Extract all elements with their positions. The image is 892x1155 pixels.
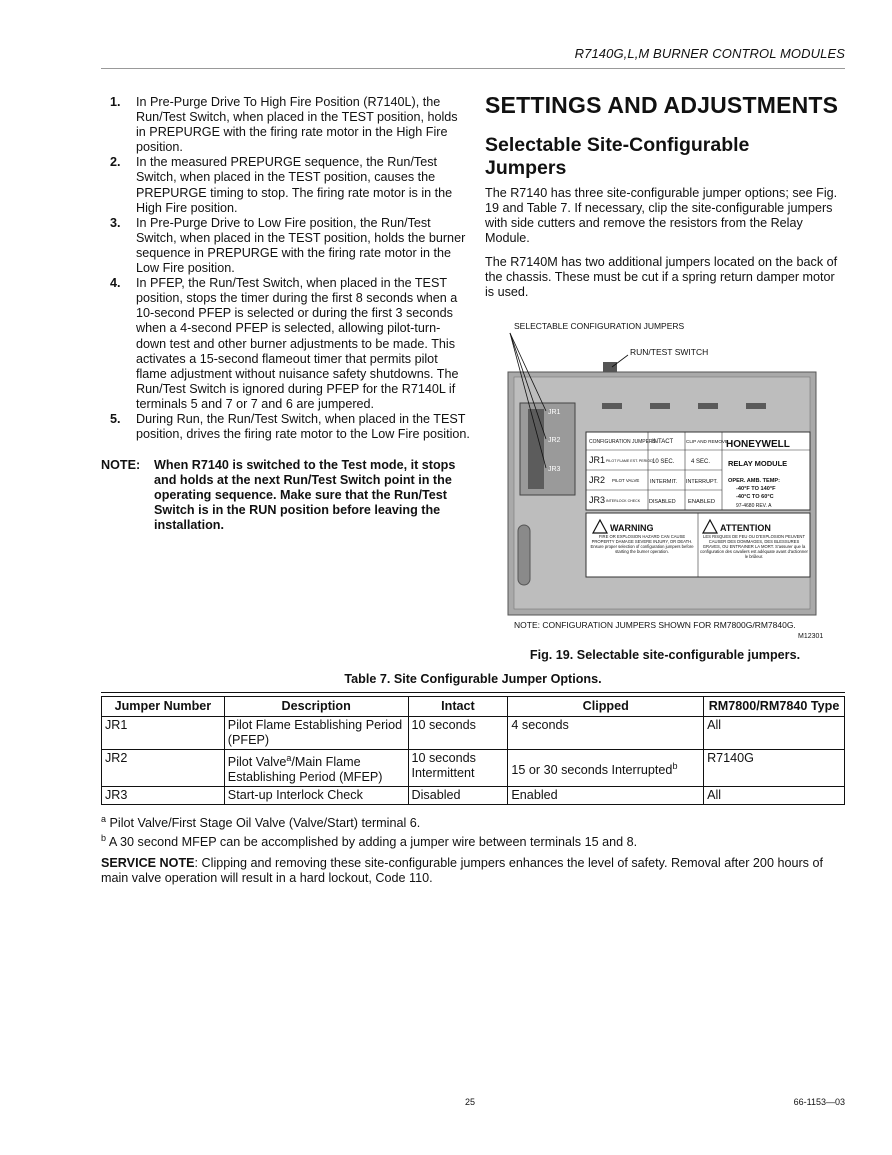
col-clipped: Clipped (508, 697, 704, 717)
label-temp-f: -40°F TO 140°F (736, 486, 776, 492)
label-jr3-clip: ENABLED (688, 499, 716, 505)
note-text: When R7140 is switched to the Test mode, it stops and holds at the next Run/Test Switch point in the operating sequence. Make sure that the Run/Test Switch is in the RUN position before leaving the installation. (154, 458, 456, 532)
table-header-row (102, 697, 845, 717)
label-temp-c: -40°C TO 60°C (736, 494, 774, 500)
col-type: RM7800/RM7840 Type (704, 697, 845, 717)
figure-jr3: JR3 (548, 466, 561, 473)
service-note-label: SERVICE NOTE (101, 856, 195, 870)
note-label: NOTE: (101, 458, 141, 472)
header-rule (101, 68, 845, 69)
figure-code: M12301 (798, 633, 824, 640)
relay-module-figure (500, 315, 850, 650)
footnote-b: $^b$ A 30 second MFEP can be accomplished by adding a jumper wire between terminals 15 and 8. (101, 833, 638, 850)
attention-text: LES RISQUES DE FEU OU D'EXPLOSION PEUVENT CAUSER DES DOMMAGES, DES BLESSURES GRAVES, OU ENTRAINER LA MORT. S'assurer que la configuration des cavaliers est adéquate avant d'actionner le brûleur. (700, 534, 808, 559)
label-jr3-desc: INTERLOCK CHECK (606, 499, 641, 503)
figure-caption: Fig. 19. Selectable site-configurable jumpers. (529, 648, 801, 662)
section-subheading: Selectable Site-Configurable Jumpers (485, 134, 750, 179)
label-temp-title: OPER. AMB. TEMP: (728, 478, 781, 484)
label-header-intact: INTACT (652, 439, 674, 445)
page-number: 25 (465, 1097, 476, 1107)
r7140m-paragraph: The R7140M has two additional jumpers located on the back of the chassis. These must be cut if a spring return damper motor is used. (485, 255, 838, 299)
test-mode-note (101, 458, 471, 533)
label-jr3: JR3 (589, 495, 606, 505)
callout-jumpers: SELECTABLE CONFIGURATION JUMPERS (514, 321, 685, 331)
figure-jr2: JR2 (548, 437, 561, 444)
service-note (101, 856, 846, 886)
label-module: RELAY MODULE (728, 459, 788, 468)
warning-title: WARNING (610, 523, 654, 533)
table-row: JR2 Pilot Valve$^a$/Main Flame Establishing Period (MFEP) 10 seconds Intermittent 15 or 30 seconds Interrupted$^b$ R7140G (102, 750, 845, 787)
intro-paragraph: The R7140 has three site-configurable jumper options; see Fig. 19 and Table 7. If necessary, clip the site-configurable jumpers with side cutters and remove the resistors from the Relay Module. (485, 186, 838, 245)
label-jr2: JR2 (589, 475, 606, 485)
list-item: 4. In PFEP, the Run/Test Switch, when placed in the TEST position, stops the timer during the first 8 seconds when a 10-second PFEP is selected or during the first 3 seconds when a 4-second PFEP is selected, allowing pilot-turn-down test and other burner adjustments to be made. This activates a 15-second flameout timer that permits pilot flame adjustment without nuisance safety shutdowns. The Run/Test Switch is ignored during PFEP for the R7140L if terminals 5 and 7 or 7 and 6 are jumpered. (110, 276, 459, 411)
col-intact: Intact (408, 697, 508, 717)
list-item: 1. In Pre-Purge Drive To High Fire Position (R7140L), the Run/Test Switch, when placed in the TEST position, holds in PREPURGE with the firing rate motor in the High Fire position. (110, 95, 458, 155)
table-row: JR1 Pilot Flame Establishing Period (PFEP) 10 seconds 4 seconds All (102, 717, 845, 750)
label-jr1-intact: 10 SEC. (652, 459, 675, 465)
label-jr1: JR1 (589, 455, 606, 465)
footnote-a: $^a$ Pilot Valve/First Stage Oil Valve (Valve/Start) terminal 6. (101, 814, 421, 831)
label-jr2-intact: INTERMIT. (650, 479, 678, 485)
label-jr2-desc: PILOT VALVE (612, 478, 640, 483)
figure-note: NOTE: CONFIGURATION JUMPERS SHOWN FOR RM7800G/RM7840G. (514, 620, 796, 630)
service-note-text: : Clipping and removing these site-configurable jumpers enhances the level of safety. Removal after 200 hours of main valve operation will result in a hard lockout, Code 110. (101, 856, 823, 885)
col-jumper: Jumper Number (102, 697, 225, 717)
label-header-config: CONFIGURATION JUMPERS (589, 439, 656, 445)
label-jr2-clip: INTERRUPT. (686, 479, 718, 485)
label-jr1-clip: 4 SEC. (691, 459, 711, 465)
label-part: 97-4680 REV. A (736, 503, 772, 509)
document-number: 66-1153—03 (793, 1097, 845, 1107)
table-row: JR3 Start-up Interlock Check Disabled Enabled All (102, 787, 845, 805)
callout-switch: RUN/TEST SWITCH (630, 347, 709, 357)
list-item: 5. During Run, the Run/Test Switch, when placed in the TEST position, drives the firing rate motor to the Low Fire position. (110, 411, 470, 442)
label-brand: HONEYWELL (726, 439, 790, 450)
test-mode-steps (110, 95, 470, 442)
list-item: 2. In the measured PREPURGE sequence, the Run/Test Switch, when placed in the TEST position, causes the PREPURGE timing to stop. The firing rate motor is in the High Fire position. (110, 155, 453, 215)
label-header-clip: CLIP AND REMOVE (686, 439, 729, 444)
table-title: Table 7. Site Configurable Jumper Options. (344, 672, 602, 686)
figure-jr1: JR1 (548, 409, 561, 416)
section-heading: SETTINGS AND ADJUSTMENTS (485, 92, 839, 118)
warning-text: FIRE OR EXPLOSION HAZARD CAN CAUSE PROPERTY DAMAGE SEVERE INJURY, OR DEATH. Ensure proper selection of configuration jumpers before starting the burner operation. (590, 534, 694, 554)
jumper-options-table (101, 692, 845, 805)
relay-module-illustration (500, 315, 850, 650)
col-description: Description (224, 697, 408, 717)
label-jr3-intact: DISABLED (649, 499, 676, 505)
label-jr1-desc: PILOT FLAME EST. PERIOD (606, 459, 653, 463)
running-header: R7140G,L,M BURNER CONTROL MODULES (574, 46, 845, 61)
list-item: 3. In Pre-Purge Drive to Low Fire position, the Run/Test Switch, when placed in the TEST position, holds the burner sequence in PREPURGE with the firing rate motor in the Low Fire position. (110, 215, 466, 276)
attention-title: ATTENTION (720, 523, 771, 533)
